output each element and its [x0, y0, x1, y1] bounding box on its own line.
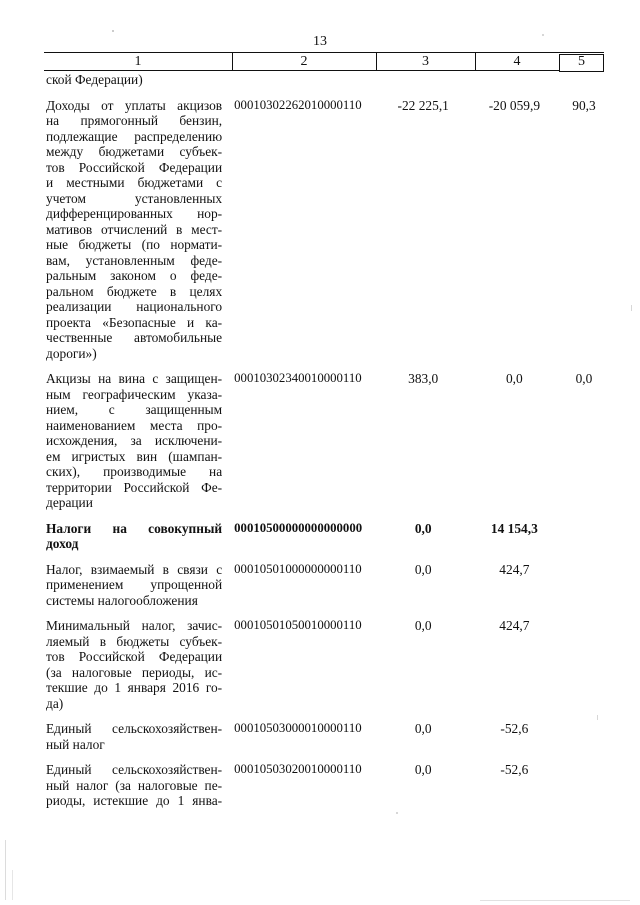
description-line: ный налог (за налоговые пе- [46, 777, 223, 793]
budget-code: 00010501050010000110 [234, 618, 362, 632]
header-col-5: 5 [578, 54, 585, 69]
description-line: Единый сельскохозяйствен- [46, 721, 223, 736]
value-col3: 0,0 [414, 618, 432, 633]
scan-artifact [631, 305, 632, 311]
description-line: Налоги на совокупный [46, 520, 223, 536]
description-line: ской Федерации) [46, 72, 143, 87]
row-description [46, 98, 222, 362]
description-line: ным географическим указа- [46, 386, 223, 402]
value-col3: 0,0 [414, 721, 432, 736]
description-line: дороги») [46, 345, 97, 361]
value-col3: -22 225,1 [397, 97, 449, 113]
description-line: Акцизы на вина с защищен- [46, 371, 223, 386]
budget-code: 00010302340010000110 [234, 371, 362, 385]
description-line: нием, с защищенным [46, 402, 223, 417]
table-row [46, 618, 606, 711]
table-header [44, 52, 604, 72]
scan-artifact [5, 840, 6, 900]
row-description [46, 762, 222, 809]
header-col-4: 4 [513, 54, 521, 69]
value-col4: 14 154,3 [490, 520, 538, 536]
description-line: дерации [46, 495, 93, 510]
row-description [46, 371, 222, 511]
description-line: дифференцированных нор- [46, 206, 223, 221]
description-line: чественные автомобильные [46, 330, 223, 345]
scan-artifact [112, 30, 114, 32]
value-col3: 0,0 [414, 762, 432, 777]
description-line: ральном бюджете в целях [46, 283, 223, 299]
value-col4: 0,0 [505, 371, 523, 386]
description-line: вам, установленным феде- [46, 252, 223, 268]
description-line: исхождения, за исключени- [46, 433, 223, 448]
value-col3: 0,0 [414, 561, 432, 577]
description-line: ляемый в бюджеты субъек- [46, 633, 223, 649]
value-col4: 424,7 [499, 618, 530, 633]
description-line: ем игристых вин (шампан- [46, 448, 223, 464]
table-row [46, 721, 606, 752]
description-line: подлежащие распределению [46, 128, 223, 144]
row-description [46, 521, 222, 552]
header-col-3: 3 [422, 54, 429, 69]
row-description [46, 72, 226, 88]
description-line: да) [46, 695, 64, 711]
description-line: наименованием места про- [46, 417, 223, 433]
row-description [46, 562, 222, 609]
row-description [46, 618, 222, 711]
table-row [46, 72, 606, 88]
description-line: проекта «Безопасные и ка- [46, 314, 223, 330]
table-row [46, 562, 606, 609]
description-line: территории Российской Фе- [46, 479, 223, 495]
value-col5: 90,3 [572, 97, 596, 113]
description-line: Налог, взимаемый в связи с [46, 561, 223, 577]
value-col4: -52,6 [500, 762, 529, 777]
scan-artifact [12, 870, 13, 900]
table-row [46, 762, 606, 809]
description-line: тов Российской Федерации [46, 159, 223, 175]
row-description [46, 721, 222, 752]
header-top-rule [44, 52, 604, 53]
description-line: тов Российской Федерации [46, 649, 223, 664]
description-line: ные бюджеты (по нормати- [46, 237, 223, 252]
description-line: ских), производимые на [46, 464, 223, 479]
description-line: Доходы от уплаты акцизов [46, 97, 223, 113]
description-line: применением упрощенной [46, 577, 223, 592]
description-line: Минимальный налог, зачис- [46, 618, 223, 633]
table-row [46, 98, 606, 362]
table-row [46, 521, 606, 552]
revenue-table [46, 72, 606, 809]
description-line: на прямогонный бензин, [46, 113, 223, 128]
header-col-2: 2 [300, 54, 308, 69]
description-line: и местными бюджетами с [46, 175, 223, 190]
header-bottom-rule [44, 70, 559, 71]
description-line: ный налог [46, 736, 105, 752]
budget-code: 00010503000010000110 [234, 721, 362, 735]
description-line: учетом установленных [46, 190, 223, 206]
description-line: системы налогообложения [46, 592, 198, 608]
value-col4: -52,6 [500, 721, 529, 736]
description-line: мативов отчислений в мест- [46, 221, 223, 237]
description-line: (за налоговые периоды, ис- [46, 664, 223, 680]
description-line: реализации национального [46, 299, 223, 314]
page-number: 13 [313, 34, 327, 49]
value-col4: 424,7 [499, 561, 530, 577]
scan-artifact [597, 715, 598, 720]
scan-artifact [542, 34, 544, 36]
value-col3: 383,0 [408, 371, 439, 386]
description-line: Единый сельскохозяйствен- [46, 762, 223, 777]
budget-code: 00010302262010000110 [234, 97, 362, 112]
value-col3: 0,0 [414, 520, 432, 536]
header-col-1: 1 [134, 54, 142, 69]
value-col5: 0,0 [575, 371, 593, 386]
scan-artifact [480, 900, 630, 901]
scan-artifact [396, 812, 398, 814]
table-row [46, 371, 606, 511]
value-col4: -20 059,9 [488, 97, 541, 113]
description-line: текшие до 1 января 2016 го- [46, 680, 223, 695]
budget-code: 00010500000000000000 [234, 520, 363, 535]
description-line: ральным законом о феде- [46, 268, 223, 283]
budget-code: 00010501000000000110 [234, 561, 362, 576]
description-line: между бюджетами субъек- [46, 144, 223, 159]
budget-code: 00010503020010000110 [234, 762, 362, 776]
description-line: доход [46, 536, 79, 551]
description-line: риоды, истекшие до 1 янва- [46, 793, 223, 808]
